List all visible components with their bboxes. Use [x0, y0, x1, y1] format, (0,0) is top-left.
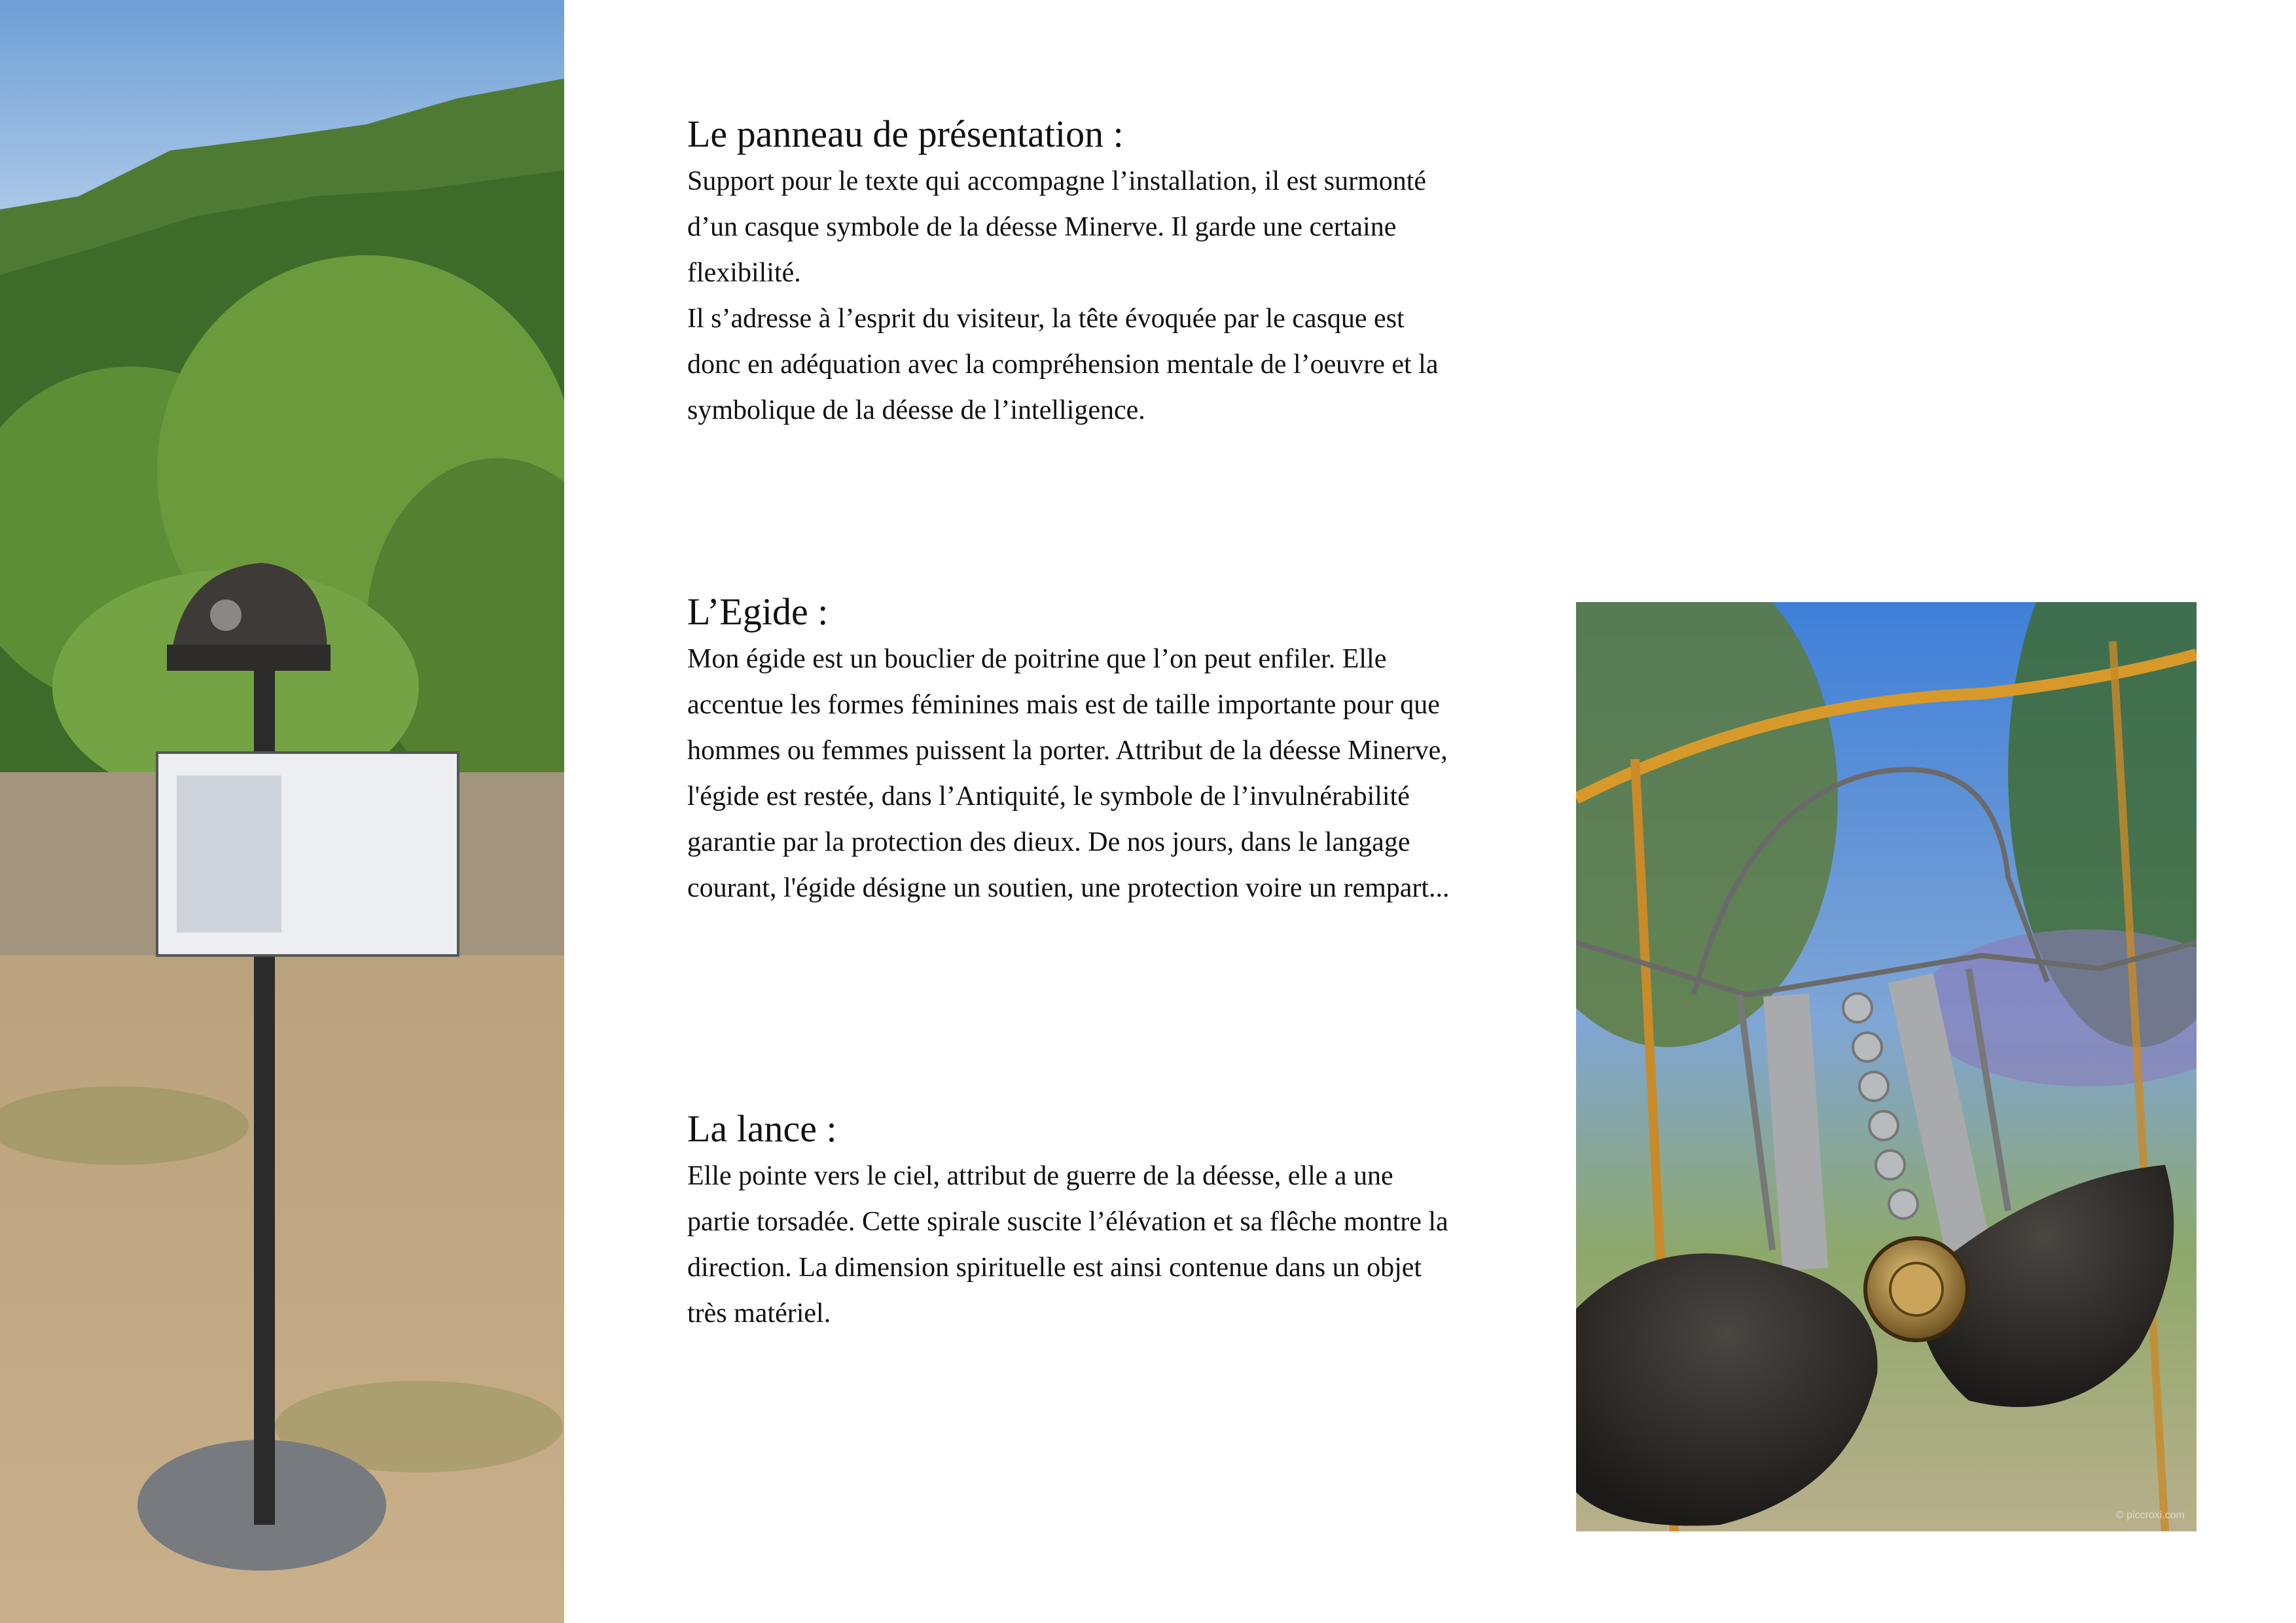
section-heading: La lance : [687, 1107, 837, 1150]
section-presentation-panel [687, 111, 1460, 433]
section-lance [687, 1106, 1460, 1336]
section-body [687, 636, 1460, 911]
section-egide [687, 589, 1460, 911]
stand-photo [0, 0, 564, 1623]
section-heading: L’Egide : [687, 590, 829, 633]
stand-photo-image [0, 0, 564, 1623]
photo-credit: © piccroxi.com [2115, 1510, 2185, 1521]
section-heading: Le panneau de présentation : [687, 113, 1124, 155]
section-body [687, 1153, 1460, 1336]
aegis-photo-image [1576, 602, 2197, 1531]
paragraph: Elle pointe vers le ciel, attribut de guerre de la déesse, elle a une partie torsadée. Cette spirale suscite l’élévation et sa flêche montre la direction. La dimension spirituelle est ainsi contenue dans un objet très matériel. [687, 1161, 1448, 1329]
paragraph: Support pour le texte qui accompagne l’installation, il est surmonté d’un casque symbole de la déesse Minerve. Il garde une certaine flexibilité. [687, 166, 1427, 288]
section-body [687, 158, 1460, 433]
paragraph: Il s’adresse à l’esprit du visiteur, la tête évoquée par le casque est donc en adéquation avec la compréhension mentale de l’oeuvre et la symbolique de la déesse de l’intelligence. [687, 304, 1439, 425]
paragraph: Mon égide est un bouclier de poitrine que l’on peut enfiler. Elle accentue les formes féminines mais est de taille importante pour que hommes ou femmes puissent la porter. Attribut de la déesse Minerve, l'égide est restée, dans l’Antiquité, le symbole de l’invulnérabilité garantie par la protection des dieux. De nos jours, dans le langage courant, l'égide désigne un soutien, une protection voire un rempart... [687, 644, 1450, 903]
aegis-photo [1576, 602, 2197, 1531]
